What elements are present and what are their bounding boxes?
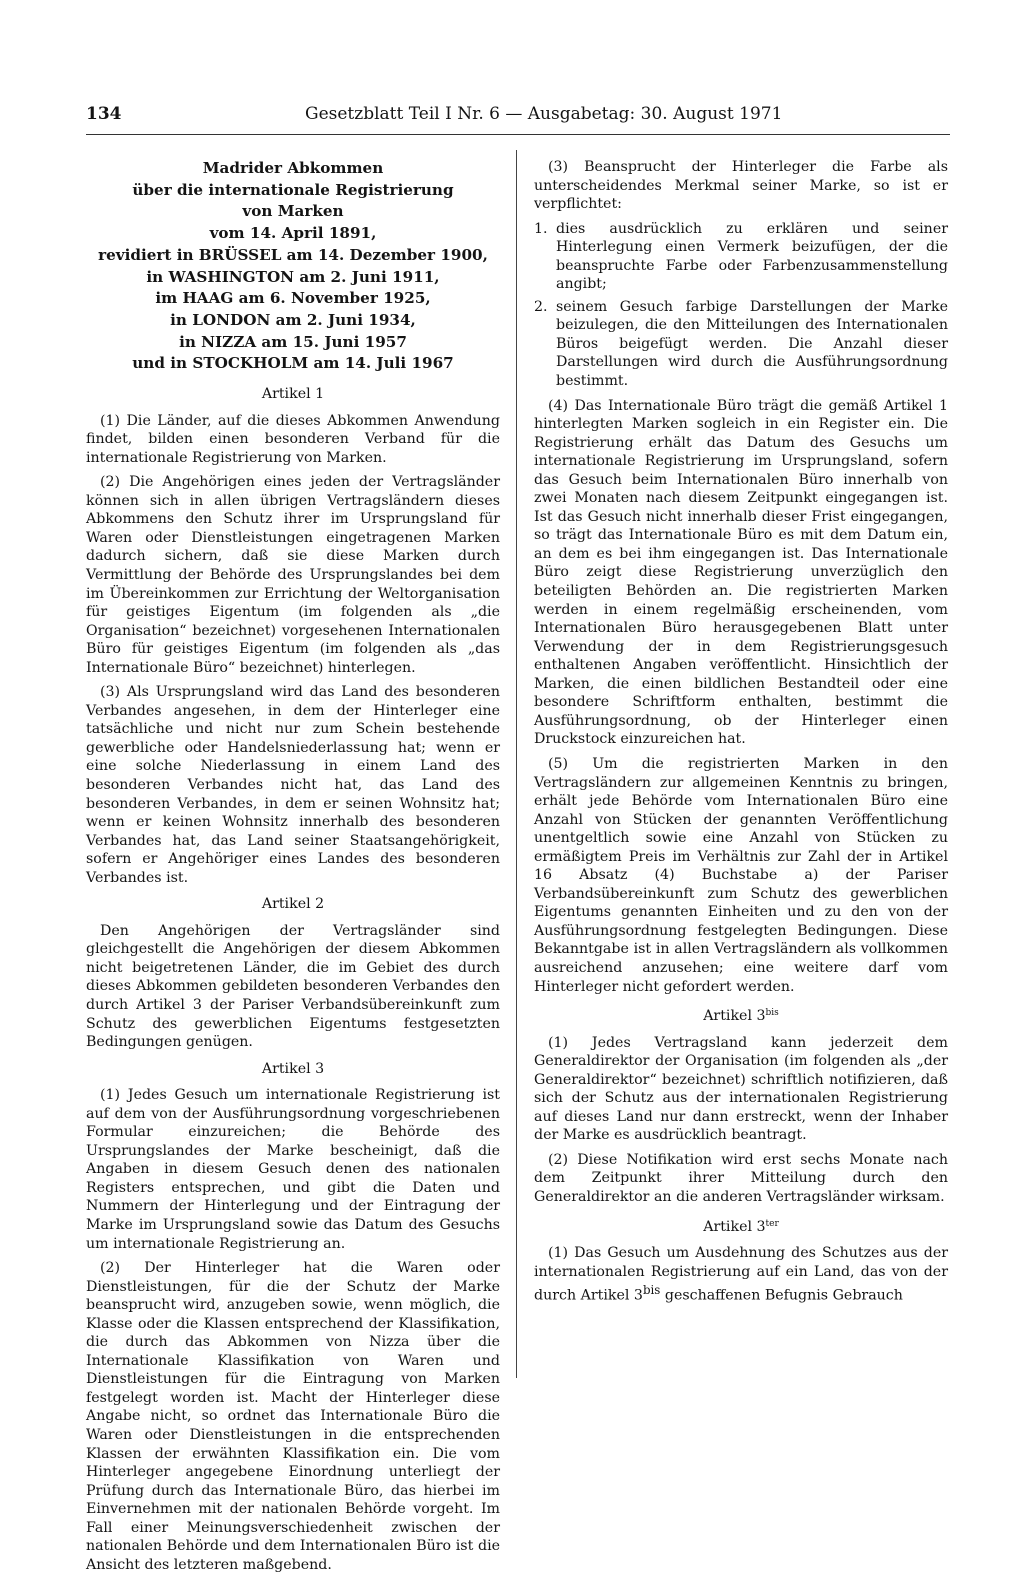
right-column — [534, 158, 948, 1311]
article-3ter-paragraph-1 — [534, 1244, 948, 1305]
paragraph-text: geschaffenen Befugnis Gebrauch — [660, 1287, 903, 1304]
list-item — [534, 220, 948, 294]
header-rule — [86, 134, 950, 135]
title-line: und in STOCKHOLM am 14. Juli 1967 — [132, 354, 454, 373]
title-line: von Marken — [242, 202, 344, 221]
article-3-paragraph-3: (3) Beansprucht der Hinterleger die Farbe als unterscheidendes Merkmal seiner Marke, so ist er verpflichtet: — [534, 159, 948, 213]
paragraph-text: (1) Das Gesuch um Ausdehnung des Schutzes aus der internationalen Registrierung auf ein Land, das von der durch Artikel 3 — [534, 1245, 948, 1304]
superscript: bis — [642, 1283, 661, 1298]
article-3bis-paragraph-1: (1) Jedes Vertragsland kann jederzeit dem Generaldirektor der Organisation (im folgenden als „der Generaldirektor“ bezeichnet) schriftlich notifizieren, daß sich der Schutz aus der internationalen Registrierung auf dieses Land nur dann erstreckt, wenn der Inhaber der Marke es ausdrücklich beantragt. — [534, 1034, 948, 1144]
page-number: 134 — [86, 104, 122, 124]
article-3bis-heading — [534, 1004, 948, 1026]
article-3-heading: Artikel 3 — [261, 1060, 325, 1077]
column-divider — [516, 150, 517, 1378]
article-3-paragraph-5: (5) Um die registrierten Marken in den Vertragsländern zur allgemeinen Kenntnis zu bringen, erhält jede Behörde vom Internationalen Büro eine Anzahl von Stücken der genannten Veröffentlichung unentgeltlich sowie eine Anzahl von Stücken zu ermäßigtem Preis im Verhältnis zur Zahl der in Artikel 16 Absatz (4) Buchstabe a) der Pariser Verbandsübereinkunft zum Schutz des gewerblichen Eigentums genannten Einheiten und zu den von der Ausführungsordnung festgelegten Bedingungen. Diese Bekanntgabe ist in allen Vertragsländern als vollkommen ausreichend anzusehen; eine weitere darf vom Hinterleger nicht gefordert werden. — [534, 755, 948, 995]
article-2-heading: Artikel 2 — [261, 896, 325, 913]
document-title — [86, 158, 500, 375]
heading-superscript: ter — [765, 1218, 779, 1229]
title-line: Madrider Abkommen — [202, 159, 384, 177]
article-1-paragraph-3: (3) Als Ursprungsland wird das Land des besonderen Verbandes angesehen, in dem der Hinterleger eine tatsächliche und nicht nur zum Schein bestehende gewerbliche oder Handelsniederlassung hat; wenn er eine solche Niederlassung in einem Land des besonderen Verbandes nicht hat, das Land des besonderen Verbandes, in dem er seinen Wohnsitz hat; wenn er keinen Wohnsitz innerhalb des besonderen Verbandes hat, das Land seiner Staatsangehörigkeit, sofern er Angehöriger eines Landes des besonderen Verbandes ist. — [86, 684, 500, 886]
title-line: in WASHINGTON am 2. Juni 1911, — [146, 267, 440, 286]
article-1-heading: Artikel 1 — [261, 386, 325, 403]
heading-superscript: bis — [765, 1008, 779, 1019]
article-3-paragraph-2: (2) Der Hinterleger hat die Waren oder Dienstleistungen, für die der Schutz der Marke beansprucht wird, anzugeben sowie, wenn möglich, die Klasse oder die Klassen entsprechend der Klassifikation, die durch das Abkommen von Nizza über die Internationale Klassifikation von Waren und Dienstleistungen für die Eintragung von Marken festgelegt worden ist. Macht der Hinterleger diese Angabe nicht, so ordnet das Internationale Büro die Waren oder Dienstleistungen in die entsprechenden Klassen der erwähnten Klassifikation ein. Die vom Hinterleger angegebene Einordnung unterliegt der Prüfung durch das Internationale Büro, das hierbei im Einvernehmen mit der nationalen Behörde vorgeht. Im Fall einer Meinungsverschiedenheit zwischen der nationalen Behörde und dem Internationalen Büro ist die Ansicht des letzteren maßgebend. — [86, 1260, 500, 1573]
title-line: in NIZZA am 15. Juni 1957 — [179, 332, 407, 351]
article-3ter-heading — [534, 1215, 948, 1237]
list-item-text: seinem Gesuch farbige Darstellungen der Marke beizulegen, die den Mitteilungen des Internationalen Büros beigefügt werden. Die Anzahl dieser Darstellungen wird durch die Ausführungsordnung bestimmt. — [556, 298, 948, 390]
article-1-paragraph-1: (1) Die Länder, auf die dieses Abkommen Anwendung findet, bilden einen besonderen Verband für die internationale Registrierung von Marken. — [86, 412, 500, 466]
list-item-number: 2. — [534, 298, 548, 315]
article-1-paragraph-2: (2) Die Angehörigen eines jeden der Vertragsländer können sich in allen übrigen Vertragsländern dieses Abkommens den Schutz ihrer im Ursprungsland für Waren oder Dienstleistungen eingetragenen Marken dadurch sichern, daß sie diese Marken durch Vermittlung der Behörde des Ursprungslandes bei dem im Übereinkommen zur Errichtung der Weltorganisation für geistiges Eigentum (im folgenden als „die Organisation“ bezeichnet) vorgesehenen Internationalen Büro für geistiges Eigentum (im folgenden als „das Internationale Büro“ bezeichnet) hinterlegen. — [86, 474, 500, 676]
list-item — [534, 298, 948, 391]
list-item-text: dies ausdrücklich zu erklären und seiner Hinterlegung einen Vermerk beizufügen, der die beanspruchte Farbe oder Farbenzusammenstellung angibt; — [556, 220, 948, 293]
title-line: revidiert in BRÜSSEL am 14. Dezember 1900, — [98, 245, 488, 264]
heading-text: Artikel 3 — [703, 1218, 766, 1235]
article-3-paragraph-1: (1) Jedes Gesuch um internationale Registrierung ist auf dem von der Ausführungsordnung vorgeschriebenen Formular einzureichen; die Behörde des Ursprungslandes der Marke bescheinigt, daß die Angaben in diesem Gesuch denen des nationalen Registers entsprechen, und gibt die Daten und Nummern der Hinterlegung und der Eintragung der Marke im Ursprungsland sowie das Datum des Gesuchs um internationale Registrierung an. — [86, 1087, 500, 1252]
title-line: über die internationale Registrierung — [132, 180, 454, 199]
title-line: vom 14. April 1891, — [209, 224, 377, 243]
article-2-paragraph-1: Den Angehörigen der Vertragsländer sind gleichgestellt die Angehörigen der diesem Abkommen nicht beigetretenen Länder, die im Gebiet des durch dieses Abkommen gebildeten besonderen Verbandes den durch Artikel 3 der Pariser Verbandsübereinkunft zum Schutz des gewerblichen Eigentums festgesetzten Bedingungen genügen. — [86, 922, 500, 1051]
list-item-number: 1. — [534, 220, 548, 237]
title-line: in LONDON am 2. Juni 1934, — [170, 310, 416, 329]
color-claim-list — [534, 220, 948, 391]
running-head: Gesetzblatt Teil I Nr. 6 — Ausgabetag: 30. August 1971 — [305, 104, 783, 124]
article-3-paragraph-4: (4) Das Internationale Büro trägt die gemäß Artikel 1 hinterlegten Marken sogleich in ein Register ein. Die Registrierung erhält das Datum des Gesuchs um internationale Registrierung im Ursprungsland, sofern das Gesuch beim Internationalen Büro innerhalb von zwei Monaten nach diesem Zeitpunkt eingegangen ist. Ist das Gesuch nicht innerhalb dieser Frist eingegangen, so trägt das Internationale Büro es mit dem Datum ein, an dem es bei ihm eingegangen ist. Das Internationale Büro zeigt diese Registrierung unverzüglich den beteiligten Behörden an. Die registrierten Marken werden in einem regelmäßig erscheinenden, vom Internationalen Büro herausgegebenen Blatt unter Verwendung der in dem Registrierungsgesuch enthaltenen Angaben veröffentlicht. Hinsichtlich der Marken, die einen bildlichen Bestandteil oder eine besondere Schriftform enthalten, bestimmt die Ausführungsordnung, ob der Hinterleger einen Druckstock einzureichen hat. — [534, 397, 948, 748]
heading-text: Artikel 3 — [703, 1008, 766, 1025]
article-3bis-paragraph-2: (2) Diese Notifikation wird erst sechs Monate nach dem Zeitpunkt ihrer Mitteilung durch den Generaldirektor an die anderen Vertragsländer wirksam. — [534, 1151, 948, 1205]
title-line: im HAAG am 6. November 1925, — [155, 289, 431, 308]
left-column — [86, 158, 500, 1580]
